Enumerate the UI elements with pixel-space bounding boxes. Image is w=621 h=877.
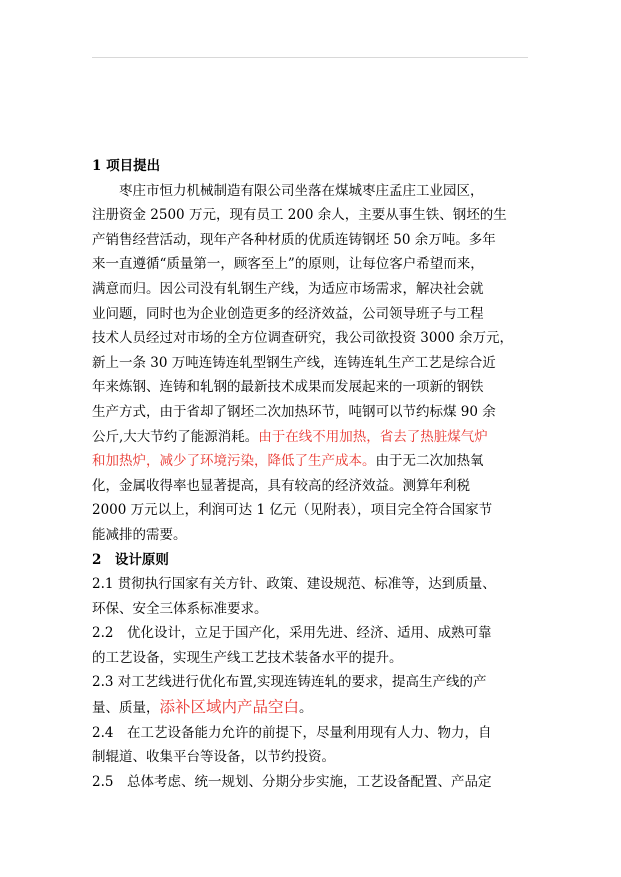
section-2-heading: 2 设计原则 <box>92 551 169 568</box>
paragraph-line: 注册资金 2500 万元，现有员工 200 余人，主要从事生铁、钢坯的生 <box>92 207 507 224</box>
principle-line: 制辊道、收集平台等设备，以节约投资。 <box>92 749 335 766</box>
highlighted-text: 由于在线不用加热，省去了热脏煤气炉 <box>258 428 488 445</box>
paragraph-text: 公斤,大大节约了能源消耗。 <box>92 428 259 445</box>
section-1-paragraph <box>92 179 532 548</box>
paragraph-line: 来一直遵循“质量第一，顾客至上”的原则，让每位客户希望而来， <box>92 256 484 273</box>
paragraph-line <box>92 425 532 450</box>
paragraph-line <box>92 449 532 474</box>
section-1-heading: 1 项目提出 <box>92 158 161 174</box>
principle-item <box>92 721 532 770</box>
principle-item <box>92 670 532 720</box>
principle-line: 的工艺设备，实现生产线工艺技术装备水平的提升。 <box>92 649 403 666</box>
paragraph-line: 能减排的需要。 <box>92 526 187 543</box>
highlighted-text: 和加热炉，减少了环境污染，降低了生产成本。 <box>92 453 376 470</box>
principle-line: 2.2 优化设计，立足于国产化，采用先进、经济、适用、成熟可靠 <box>92 625 492 642</box>
paragraph-line: 产销售经营活动，现年产各种材质的优质连铸钢坯 50 余万吨。多年 <box>92 231 496 248</box>
principle-text: 。 <box>299 700 313 717</box>
paragraph-line: 年来炼钢、连铸和轧钢的最新技术成果而发展起来的一项新的钢铁 <box>92 379 484 396</box>
paragraph-line: 枣庄市恒力机械制造有限公司坐落在煤城枣庄孟庄工业园区， <box>119 182 484 199</box>
principle-item <box>92 770 532 795</box>
paragraph-line: 生产方式，由于省却了钢坯二次加热环节，吨钢可以节约标煤 90 余 <box>92 403 496 420</box>
paragraph-line: 2000 万元以上，利润可达 1 亿元（见附表），项目完全符合国家节 <box>92 502 493 519</box>
principle-item <box>92 572 532 621</box>
highlighted-text: 添补区域内产品空白 <box>159 698 300 717</box>
paragraph-line: 技术人员经过对市场的全方位调查研究，我公司欲投资 3000 余万元， <box>92 330 513 347</box>
principle-line: 环保、安全三体系标准要求。 <box>92 600 268 617</box>
paragraph-text: 由于无二次加热氧 <box>375 453 484 470</box>
principle-line: 2.1 贯彻执行国家有关方针、政策、建设规范、标准等，达到质量、 <box>92 576 496 593</box>
paragraph-line: 新上一条 30 万吨连铸连轧型钢生产线，连铸连轧生产工艺是综合近 <box>92 354 496 371</box>
header-rule <box>92 57 528 58</box>
principle-line: 2.3 对工艺线进行优化布置,实现连铸连轧的要求，提高生产线的产 <box>92 674 487 691</box>
principle-line: 2.4 在工艺设备能力允许的前提下，尽量利用现有人力、物力，自 <box>92 724 492 741</box>
principle-item <box>92 621 532 670</box>
paragraph-line: 化，金属收得率也显著提高，具有较高的经济效益。测算年利税 <box>92 477 470 494</box>
document-body <box>92 154 532 794</box>
paragraph-line: 业问题，同时也为企业创造更多的经济效益，公司领导班子与工程 <box>92 305 484 322</box>
principle-line <box>92 695 532 721</box>
principle-line: 2.5 总体考虑、统一规划、分期分步实施，工艺设备配置、产品定 <box>92 773 492 790</box>
principle-text: 量、质量， <box>92 700 160 717</box>
paragraph-line: 满意而归。因公司没有轧钢生产线，为适应市场需求，解决社会就 <box>92 280 484 297</box>
